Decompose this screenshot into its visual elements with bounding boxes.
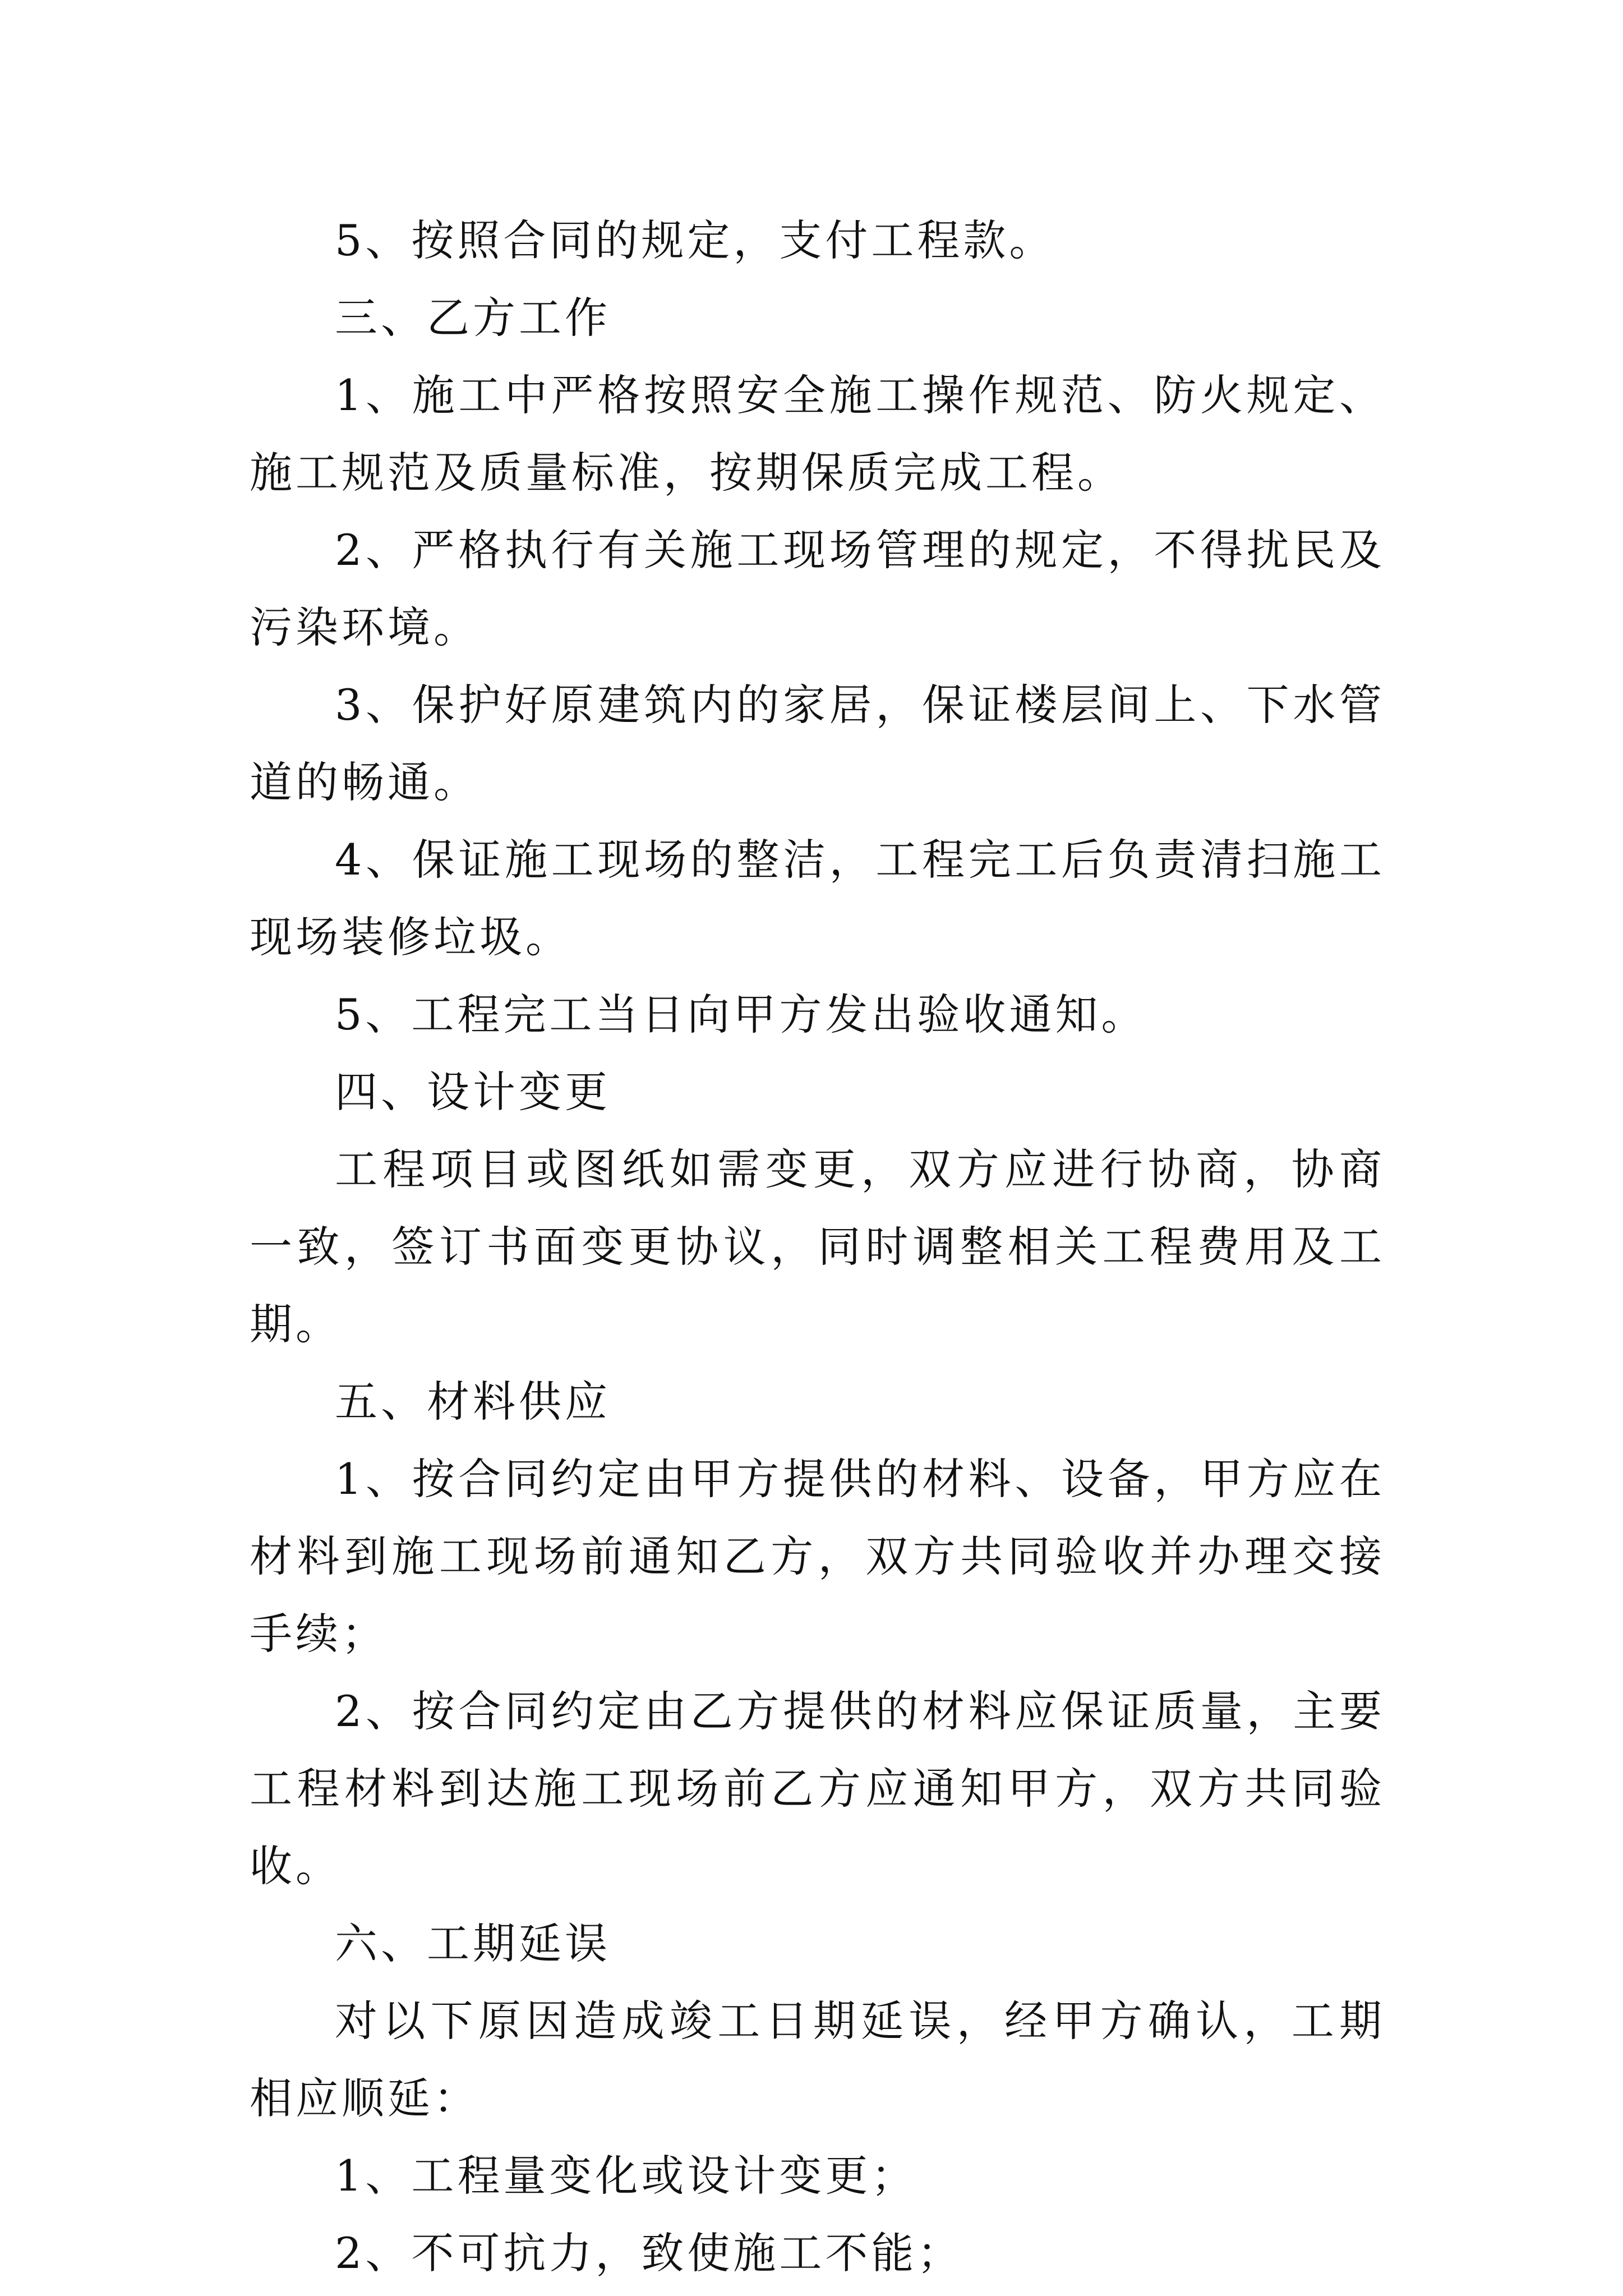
paragraph-party-b-item-3: 3、保护好原建筑内的家居，保证楼层间上、下水管道的畅通。 (250, 680, 1385, 807)
section-heading-party-b-work: 三、乙方工作 (335, 293, 611, 343)
paragraph-delay-intro: 对以下原因造成竣工日期延误，经甲方确认，工期相应顺延： (250, 1996, 1385, 2123)
paragraph-material-item-2: 2、按合同约定由乙方提供的材料应保证质量，主要工程材料到达施工现场前乙方应通知甲方，双方共同验收。 (250, 1686, 1385, 1891)
paragraph-delay-item-2: 2、不可抗力，致使施工不能； (335, 2228, 963, 2278)
paragraph-party-b-item-5: 5、工程完工当日向甲方发出验收通知。 (335, 990, 1147, 1039)
document-body (250, 202, 1385, 2292)
paragraph-party-b-item-2: 2、严格执行有关施工现场管理的规定，不得扰民及污染环境。 (250, 525, 1385, 652)
paragraph-payment-clause: 5、按照合同的规定，支付工程款。 (335, 215, 1055, 265)
paragraph-design-change: 工程项目或图纸如需变更，双方应进行协商，协商一致，签订书面变更协议，同时调整相关工程费用及工期。 (250, 1144, 1385, 1349)
paragraph-party-b-item-4: 4、保证施工现场的整洁，工程完工后负责清扫施工现场装修垃圾。 (250, 835, 1385, 962)
section-heading-design-change: 四、设计变更 (335, 1067, 611, 1117)
section-heading-material-supply: 五、材料供应 (335, 1377, 611, 1427)
section-heading-schedule-delay: 六、工期延误 (335, 1918, 611, 1968)
paragraph-delay-item-1: 1、工程量变化或设计变更； (335, 2151, 917, 2201)
paragraph-party-b-item-1: 1、施工中严格按照安全施工操作规范、防火规定、施工规范及质量标准，按期保质完成工程。 (250, 370, 1385, 498)
paragraph-material-item-1: 1、按合同约定由甲方提供的材料、设备，甲方应在材料到施工现场前通知乙方，双方共同验收并办理交接手续； (250, 1454, 1385, 1659)
